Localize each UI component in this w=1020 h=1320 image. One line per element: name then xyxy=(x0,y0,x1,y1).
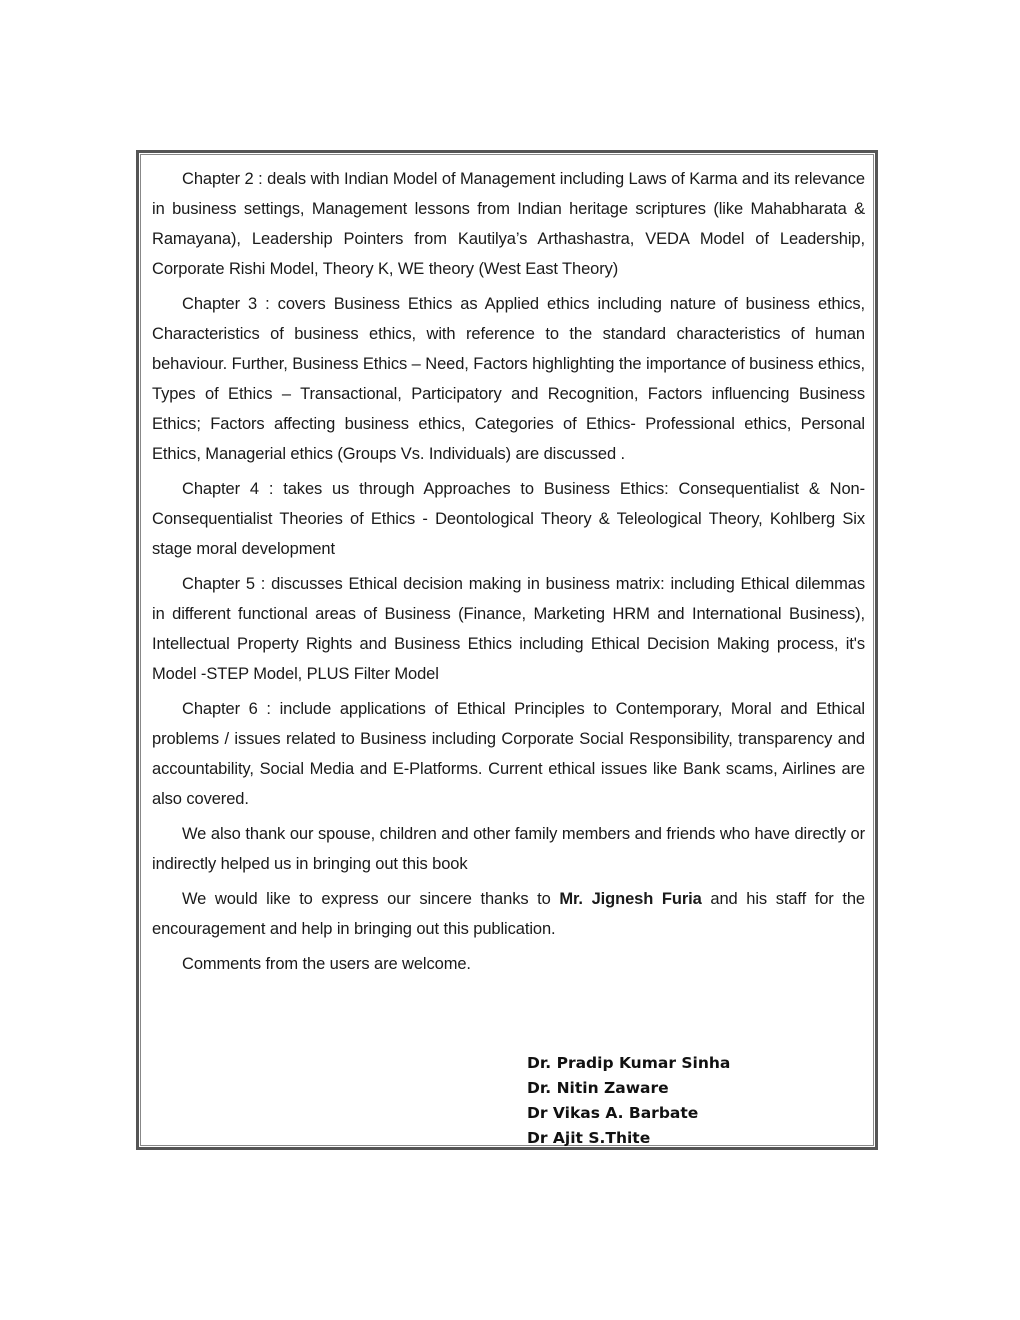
preface-body xyxy=(152,164,865,984)
author-name: Dr. Pradip Kumar Sinha xyxy=(527,1054,731,1072)
paragraph-chapter-5: Chapter 5 : discusses Ethical decision making in business matrix: including Ethical dilemmas in different functional areas of Business (Finance, Marketing HRM and International Business), Intellectual Property Rights and Business Ethics including Ethical Decision Making process, it's Model -STEP Model, PLUS Filter Model xyxy=(152,575,865,683)
page-frame xyxy=(136,150,878,1150)
paragraph-chapter-3: Chapter 3 : covers Business Ethics as Applied ethics including nature of business ethics, Characteristics of business ethics, with reference to the standard characteristics of human behaviour. Further, Business Ethics – Need, Factors highlighting the importance of business ethics, Types of Ethics – Transactional, Participatory and Recognition, Factors influencing Business Ethics; Factors affecting business ethics, Categories of Ethics- Professional ethics, Personal Ethics, Managerial ethics (Groups Vs. Individuals) are discussed . xyxy=(152,295,865,463)
paragraph-family-thanks: We also thank our spouse, children and other family members and friends who have directly or indirectly helped us in bringing out this book xyxy=(152,825,865,873)
paragraph-publisher-thanks xyxy=(152,884,865,944)
author-name: Dr Vikas A. Barbate xyxy=(527,1104,699,1122)
publisher-thanks-after: and his staff for the encouragement and help in bringing out this publication. xyxy=(152,890,865,938)
author-name: Dr Ajit S.Thite xyxy=(527,1129,651,1147)
author-name: Dr. Nitin Zaware xyxy=(527,1079,669,1097)
author-signatures xyxy=(527,1051,730,1151)
paragraph-chapter-4: Chapter 4 : takes us through Approaches to Business Ethics: Consequentialist & Non-Consequentialist Theories of Ethics - Deontological Theory & Teleological Theory, Kohlberg Six stage moral development xyxy=(152,480,865,558)
paragraph-comments: Comments from the users are welcome. xyxy=(182,955,471,973)
publisher-name: Mr. Jignesh Furia xyxy=(559,890,702,908)
publisher-thanks-before: We would like to express our sincere thanks to xyxy=(182,890,560,908)
paragraph-chapter-6: Chapter 6 : include applications of Ethical Principles to Contemporary, Moral and Ethical problems / issues related to Business including Corporate Social Responsibility, transparency and accountability, Social Media and E-Platforms. Current ethical issues like Bank scams, Airlines are also covered. xyxy=(152,700,865,808)
paragraph-chapter-2: Chapter 2 : deals with Indian Model of Management including Laws of Karma and its relevance in business settings, Management lessons from Indian heritage scriptures (like Mahabharata & Ramayana), Leadership Pointers from Kautilya’s Arthashastra, VEDA Model of Leadership, Corporate Rishi Model, Theory K, WE theory (West East Theory) xyxy=(152,170,865,278)
